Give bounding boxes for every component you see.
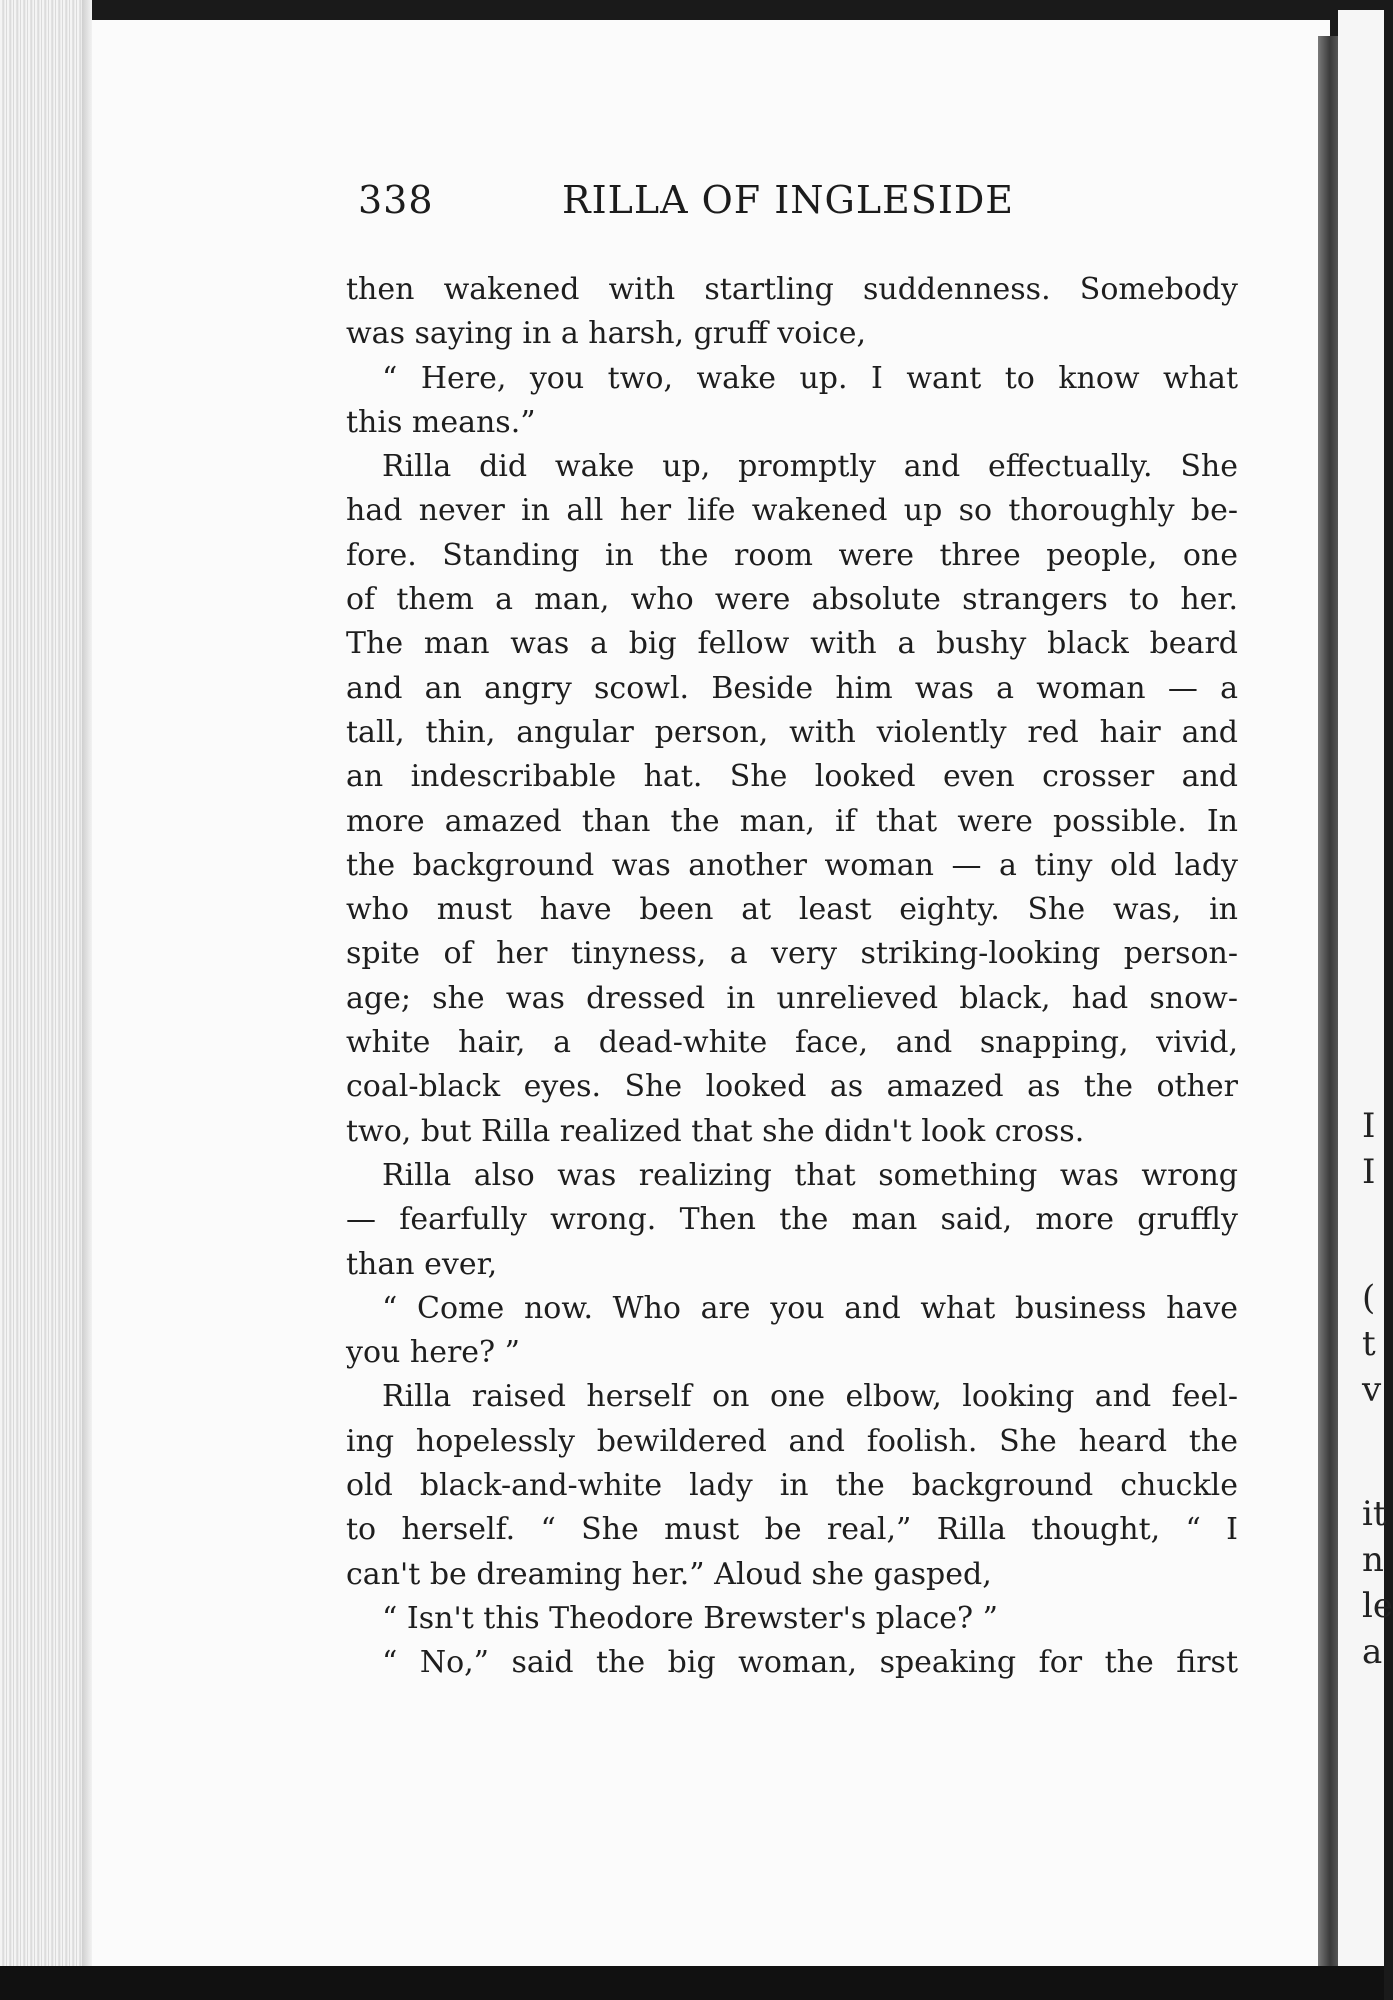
text-line: fore. Standing in the room were three people, one — [346, 537, 1238, 573]
text-line: more amazed than the man, if that were possible. In — [346, 803, 1238, 839]
text-line: who must have been at least eighty. She was, in — [346, 892, 1238, 928]
facing-page-fragment: it — [1362, 1494, 1387, 1534]
text-line: The man was a big fellow with a bushy black beard — [346, 626, 1238, 662]
text-line: old black-and-white lady in the background chuckle — [346, 1468, 1238, 1504]
facing-page — [1338, 10, 1393, 2000]
facing-page-fragment: v — [1362, 1370, 1382, 1410]
facing-page-fragment: n — [1362, 1540, 1384, 1580]
text-line: you here? ” — [346, 1335, 520, 1371]
text-line: coal-black eyes. She looked as amazed as the other — [346, 1069, 1238, 1105]
text-line: tall, thin, angular person, with violently red hair and — [346, 714, 1238, 750]
text-line: was saying in a harsh, gruff voice, — [346, 316, 867, 352]
text-line: this means.” — [346, 404, 536, 440]
running-head — [358, 178, 1038, 234]
text-line: age; she was dressed in unrelieved black, had snow- — [346, 980, 1238, 1016]
text-line: of them a man, who were absolute strangers to her. — [346, 582, 1238, 618]
text-line: had never in all her life wakened up so thoroughly be- — [346, 493, 1238, 529]
text-line: spite of her tinyness, a very striking-looking person- — [346, 936, 1238, 972]
text-line: Rilla did wake up, promptly and effectually. She — [382, 449, 1238, 485]
running-title: RILLA OF INGLESIDE — [562, 178, 1015, 222]
text-line: two, but Rilla realized that she didn't look cross. — [346, 1113, 1085, 1149]
text-line: then wakened with startling suddenness. Somebody — [346, 272, 1238, 307]
text-line: to herself. “ She must be real,” Rilla thought, “ I — [346, 1512, 1238, 1548]
facing-page-fragment: le — [1362, 1586, 1393, 1626]
text-line: white hair, a dead-white face, and snapping, vivid, — [346, 1025, 1238, 1061]
text-line: the background was another woman — a tiny old lady — [346, 847, 1238, 883]
scan-shadow — [0, 1966, 1384, 2000]
body-text — [346, 268, 1238, 1686]
text-line: “ No,” said the big woman, speaking for the first — [382, 1645, 1238, 1681]
book-gutter — [1318, 36, 1338, 1966]
facing-page-fragment: I — [1362, 1106, 1376, 1146]
text-line: “ Here, you two, wake up. I want to know what — [382, 360, 1238, 396]
text-line: ing hopelessly bewildered and foolish. She heard the — [346, 1423, 1238, 1459]
text-line: an indescribable hat. She looked even crosser and — [346, 759, 1238, 795]
text-line: and an angry scowl. Beside him was a woman — a — [346, 670, 1238, 706]
page-number: 338 — [358, 178, 434, 222]
text-line: “ Isn't this Theodore Brewster's place? ” — [382, 1600, 998, 1636]
text-line: Rilla raised herself on one elbow, looking and feel- — [382, 1379, 1238, 1415]
text-line: than ever, — [346, 1246, 498, 1282]
facing-page-fragment: ( — [1362, 1278, 1376, 1318]
facing-page-fragment: I — [1362, 1152, 1376, 1192]
text-line: can't be dreaming her.” Aloud she gasped, — [346, 1556, 992, 1592]
book-page-edges — [0, 0, 92, 1978]
facing-page-fragment: a — [1362, 1632, 1383, 1672]
facing-page-fragment: t — [1362, 1324, 1376, 1364]
text-line: “ Come now. Who are you and what business have — [382, 1290, 1238, 1326]
text-line: — fearfully wrong. Then the man said, more gruffly — [346, 1202, 1238, 1238]
text-line: Rilla also was realizing that something was wrong — [382, 1157, 1238, 1193]
